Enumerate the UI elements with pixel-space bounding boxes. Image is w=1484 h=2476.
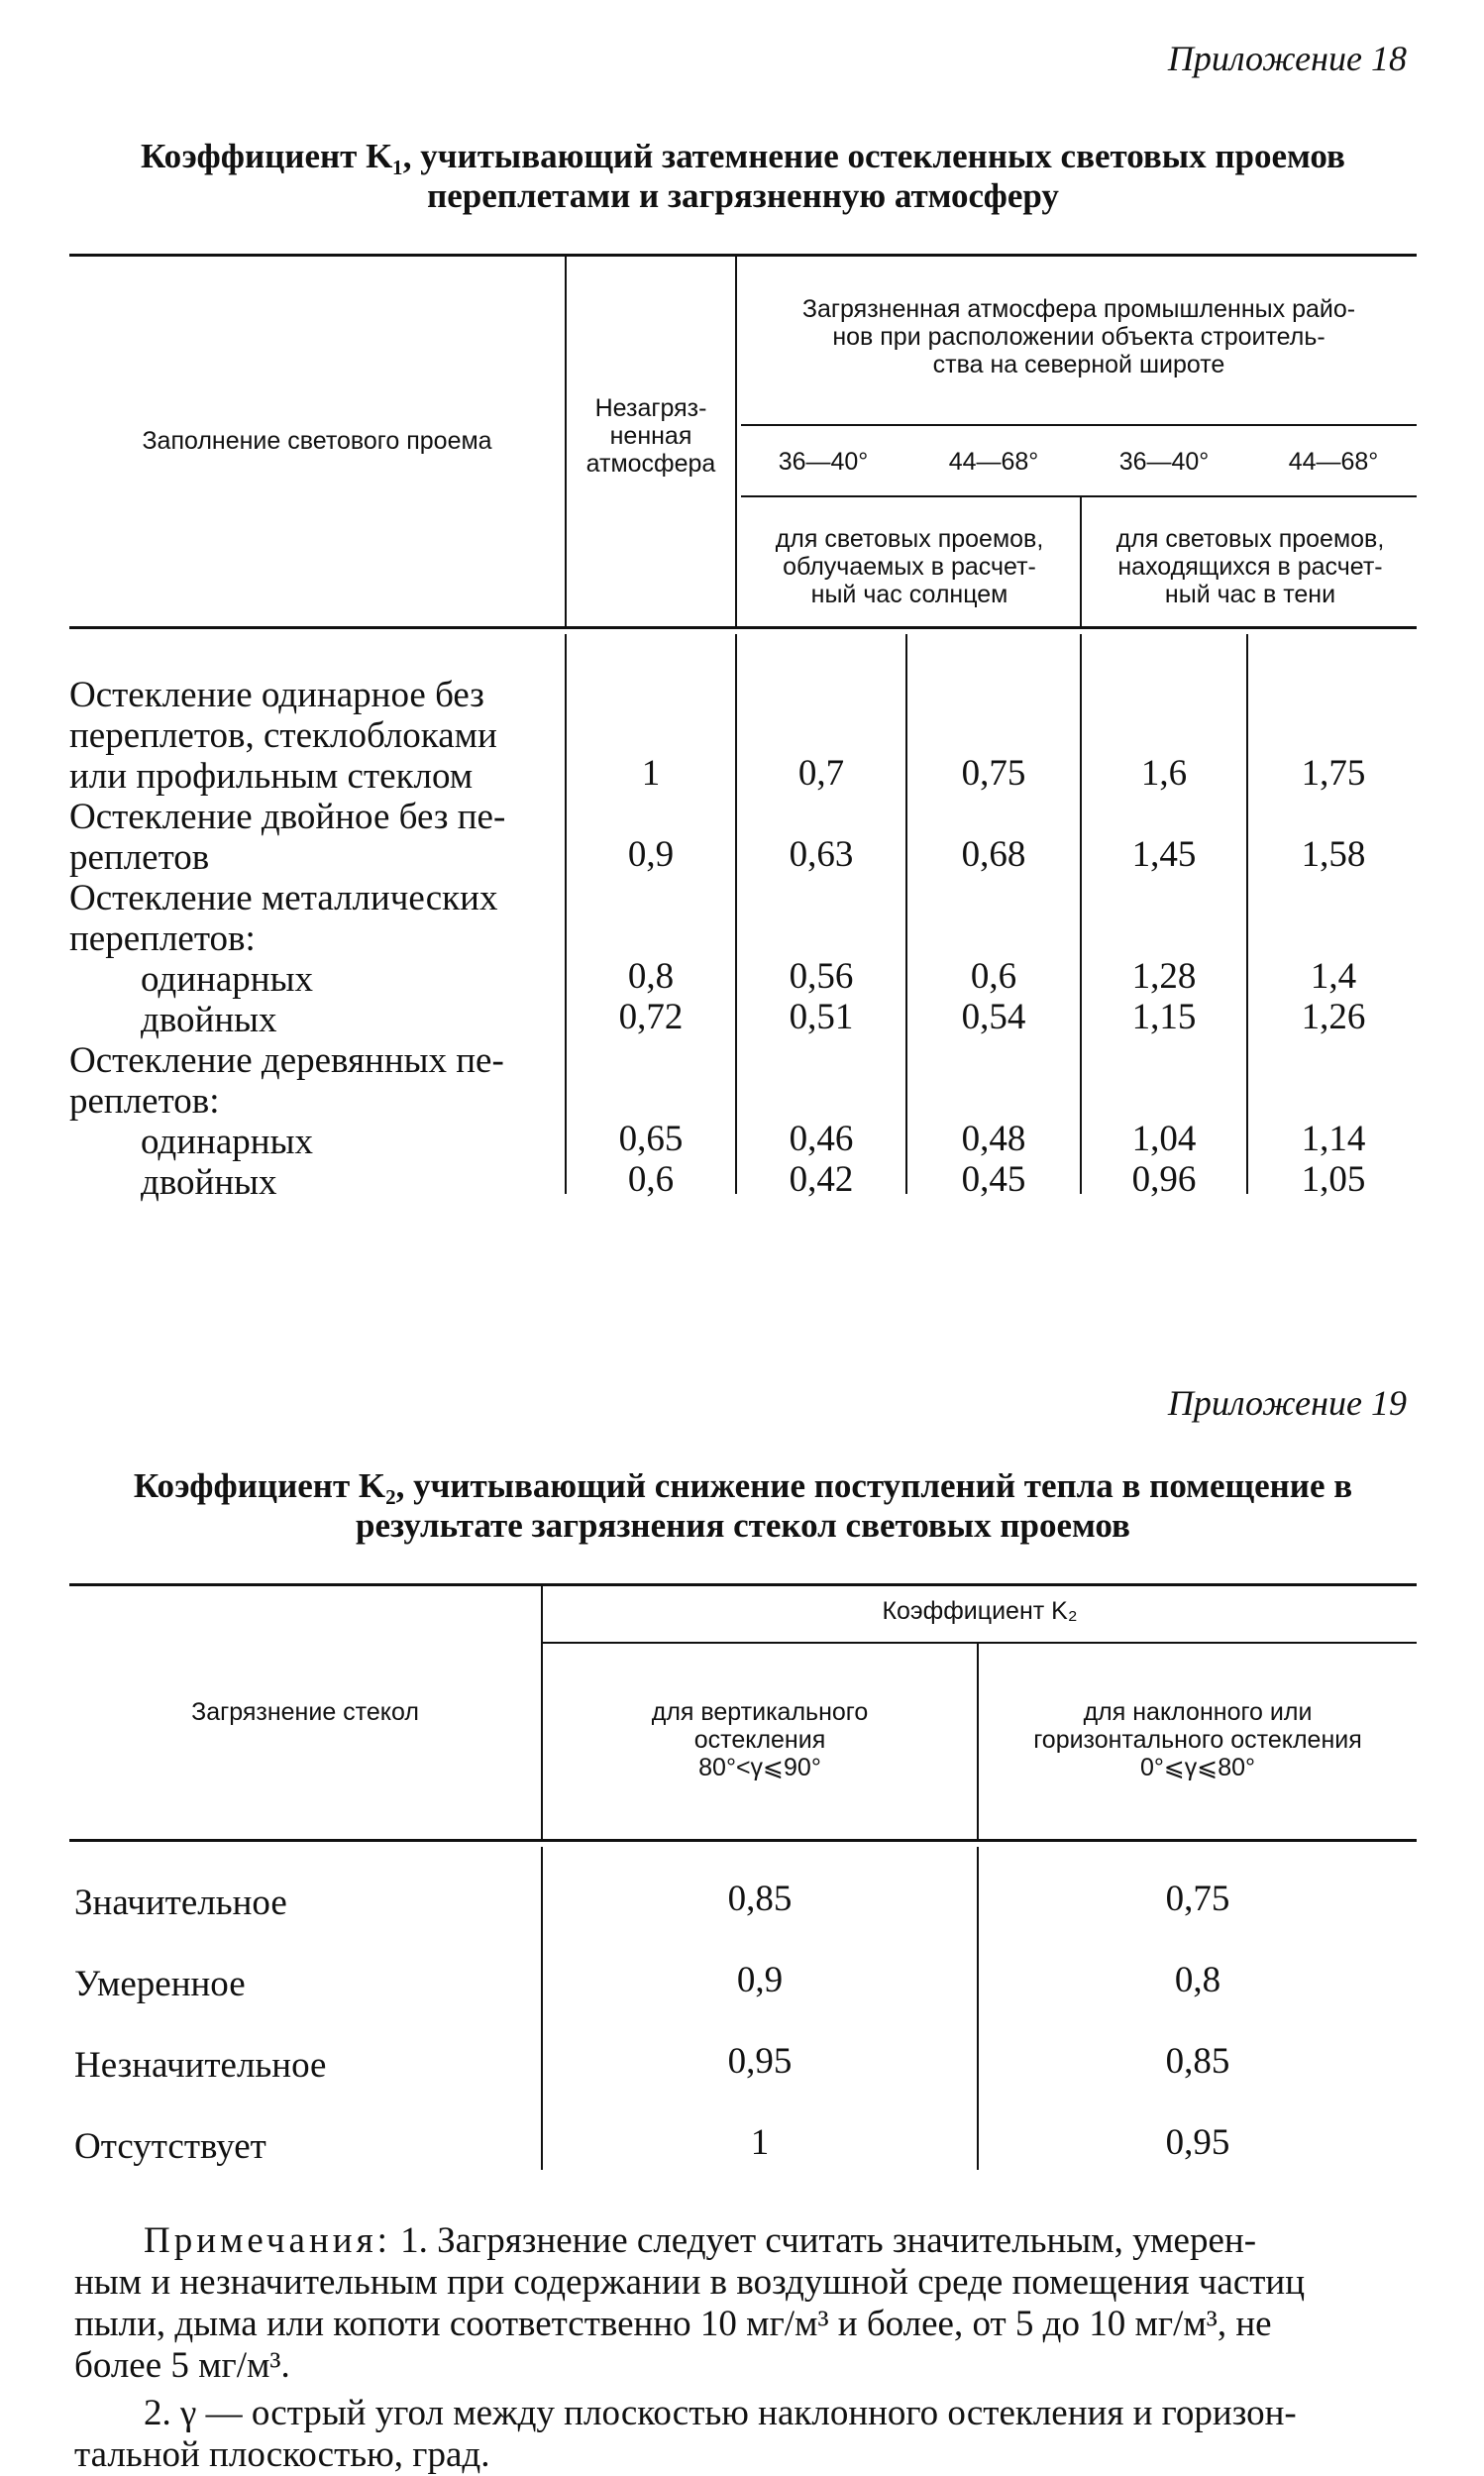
table-1-cell: 0,7 <box>797 753 845 794</box>
table-1-cell: 0,9 <box>627 834 675 875</box>
row-label-line: одинарных <box>141 1122 313 1162</box>
table-1-cell: 0,51 <box>789 997 854 1037</box>
table-1-cell: 0,63 <box>789 834 854 875</box>
table-1-vrule-2 <box>735 634 737 1194</box>
table-2-cell: 0,9 <box>736 1960 784 2000</box>
table-1-vrule-4 <box>1080 634 1082 1194</box>
table-2-cell: 0,75 <box>1165 1879 1230 1919</box>
header-coef: Коэффициент K₂ <box>882 1597 1078 1625</box>
header-inclined-2: горизонтального остекления <box>1033 1726 1362 1754</box>
row-label-line: одинарных <box>141 959 313 1000</box>
note-1-text-a: 1. Загрязнение следует считать значительным, умерен- <box>400 2220 1257 2261</box>
table-2-top-rule <box>69 1583 1417 1586</box>
table-1-vrule-3 <box>905 634 907 1194</box>
table-1-sub-rule-2 <box>741 495 1417 497</box>
table-1-cell: 0,46 <box>789 1119 854 1159</box>
row-label-line: или профильным стеклом <box>69 756 474 797</box>
header-vertical-3: 80°<γ⩽90° <box>698 1754 821 1781</box>
header-clean-1: Незагряз- <box>594 394 707 422</box>
table-2-cell: 0,85 <box>1165 2041 1230 2082</box>
table-2-cell: 0,85 <box>727 1879 793 1919</box>
header-polluted-1: Загрязненная атмосфера промышленных райо- <box>801 295 1356 323</box>
header-lat-3: 36—40° <box>1118 448 1210 476</box>
header-shade-3: ный час в тени <box>1164 581 1336 608</box>
row-label-line: двойных <box>141 1162 277 1203</box>
note-2-line-2: тальной плоскостью, град. <box>74 2434 490 2475</box>
table-1-vrule-hdr-2 <box>735 256 737 626</box>
table-1-cell: 0,68 <box>961 834 1026 875</box>
table-1-vrule-hdr-1 <box>565 256 567 626</box>
table-1-cell: 1,26 <box>1301 997 1366 1037</box>
header-sun-2: облучаемых в расчет- <box>783 553 1036 581</box>
row-label-line: двойных <box>141 1000 277 1040</box>
table-2-cell: 1 <box>750 2122 770 2163</box>
header-sun-3: ный час солнцем <box>810 581 1008 608</box>
table-1-cell: 1,58 <box>1301 834 1366 875</box>
table-1-cell: 0,96 <box>1131 1159 1197 1200</box>
row-label-line: Остекление металлических <box>69 878 498 918</box>
table-1-cell: 0,6 <box>970 956 1017 997</box>
table-1-cell: 1 <box>641 753 661 794</box>
table-1-cell: 1,04 <box>1131 1119 1197 1159</box>
table-1-cell: 0,8 <box>627 956 675 997</box>
header-polluted-2: нов при расположении объекта строитель- <box>832 323 1325 351</box>
row-label-line: Остекление двойное без пе- <box>69 797 506 837</box>
table-2-row-label: Отсутствует <box>74 2126 266 2167</box>
table-1-cell: 0,56 <box>789 956 854 997</box>
header-clean-2: ненная <box>609 422 692 450</box>
table-1-vrule-5 <box>1246 634 1248 1194</box>
header-lat-4: 44—68° <box>1288 448 1379 476</box>
table-1-cell: 0,75 <box>961 753 1026 794</box>
table-1-cell: 1,28 <box>1131 956 1197 997</box>
table-2-cell: 0,8 <box>1174 1960 1221 2000</box>
row-label-line: реплетов: <box>69 1081 220 1122</box>
note-1-line-1 <box>144 2220 1417 2262</box>
table-1-cell: 1,6 <box>1140 753 1188 794</box>
row-label-line: Остекление деревянных пе- <box>69 1040 504 1081</box>
table-1-title-line-2: переплетами и загрязненную атмосферу <box>427 176 1059 215</box>
table-1-vrule-hdr-3 <box>1080 497 1082 626</box>
table-1-cell: 0,54 <box>961 997 1026 1037</box>
table-1-cell: 0,45 <box>961 1159 1026 1200</box>
header-sun-1: для световых проемов, <box>775 525 1044 553</box>
header-dirt: Загрязнение стекол <box>191 1698 419 1726</box>
table-1-cell: 1,4 <box>1310 956 1357 997</box>
table-2-title-line-1: Коэффициент K₂, учитывающий снижение поступлений тепла в помещение в <box>133 1466 1353 1505</box>
header-shade-1: для световых проемов, <box>1115 525 1385 553</box>
table-1-header-rule <box>69 626 1417 629</box>
table-2-title-line-2: результате загрязнения стекол световых проемов <box>356 1506 1130 1545</box>
appendix-19-label: Приложение 19 <box>1167 1383 1407 1423</box>
header-inclined-1: для наклонного или <box>1083 1698 1313 1726</box>
header-clean-3: атмосфера <box>585 450 716 478</box>
row-label-line: переплетов: <box>69 918 256 959</box>
table-1-cell: 1,05 <box>1301 1159 1366 1200</box>
note-1-line-2: ным и незначительным при содержании в воздушной среде помещения частиц <box>74 2262 1306 2303</box>
table-1-cell: 1,15 <box>1131 997 1197 1037</box>
appendix-18-label: Приложение 18 <box>1167 39 1407 78</box>
table-1-cell: 0,65 <box>618 1119 684 1159</box>
header-polluted-3: ства на северной широте <box>932 351 1225 378</box>
table-1-title-line-1: Коэффициент K₁, учитывающий затемнение остекленных световых проемов <box>141 137 1345 175</box>
table-2-row-label: Значительное <box>74 1883 287 1923</box>
row-label-line: Остекление одинарное без <box>69 675 484 715</box>
table-2-row-label: Умеренное <box>74 1964 246 2004</box>
header-lat-2: 44—68° <box>948 448 1039 476</box>
table-2-row-label: Незначительное <box>74 2045 327 2086</box>
notes-heading: Примечания: <box>144 2220 391 2261</box>
row-label-line: переплетов, стеклоблоками <box>69 715 497 756</box>
table-1-top-rule <box>69 254 1417 257</box>
table-2-cell: 0,95 <box>727 2041 793 2082</box>
header-vertical-1: для вертикального <box>651 1698 869 1726</box>
table-1-cell: 0,42 <box>789 1159 854 1200</box>
table-1-cell: 1,45 <box>1131 834 1197 875</box>
header-inclined-3: 0°⩽γ⩽80° <box>1139 1754 1256 1781</box>
table-1-cell: 0,6 <box>627 1159 675 1200</box>
table-1-cell: 1,75 <box>1301 753 1366 794</box>
note-2-line-1: 2. γ — острый угол между плоскостью наклонного остекления и горизон- <box>144 2393 1297 2433</box>
table-1-cell: 1,14 <box>1301 1119 1366 1159</box>
table-2-header-rule <box>69 1839 1417 1842</box>
header-lat-1: 36—40° <box>778 448 869 476</box>
header-vertical-2: остекления <box>693 1726 826 1754</box>
table-1-cell: 0,48 <box>961 1119 1026 1159</box>
row-label-line: реплетов <box>69 837 210 878</box>
note-1-line-3: пыли, дыма или копоти соответственно 10 мг/м³ и более, от 5 до 10 мг/м³, не <box>74 2304 1272 2344</box>
note-1-line-4: более 5 мг/м³. <box>74 2345 290 2386</box>
table-2-cell: 0,95 <box>1165 2122 1230 2163</box>
table-2-sub-rule <box>543 1642 1417 1644</box>
header-fill: Заполнение светового проема <box>142 427 492 455</box>
header-shade-2: находящихся в расчет- <box>1117 553 1383 581</box>
table-1-sub-rule-1 <box>741 424 1417 426</box>
table-1-cell: 0,72 <box>618 997 684 1037</box>
table-1-vrule-1 <box>565 634 567 1194</box>
